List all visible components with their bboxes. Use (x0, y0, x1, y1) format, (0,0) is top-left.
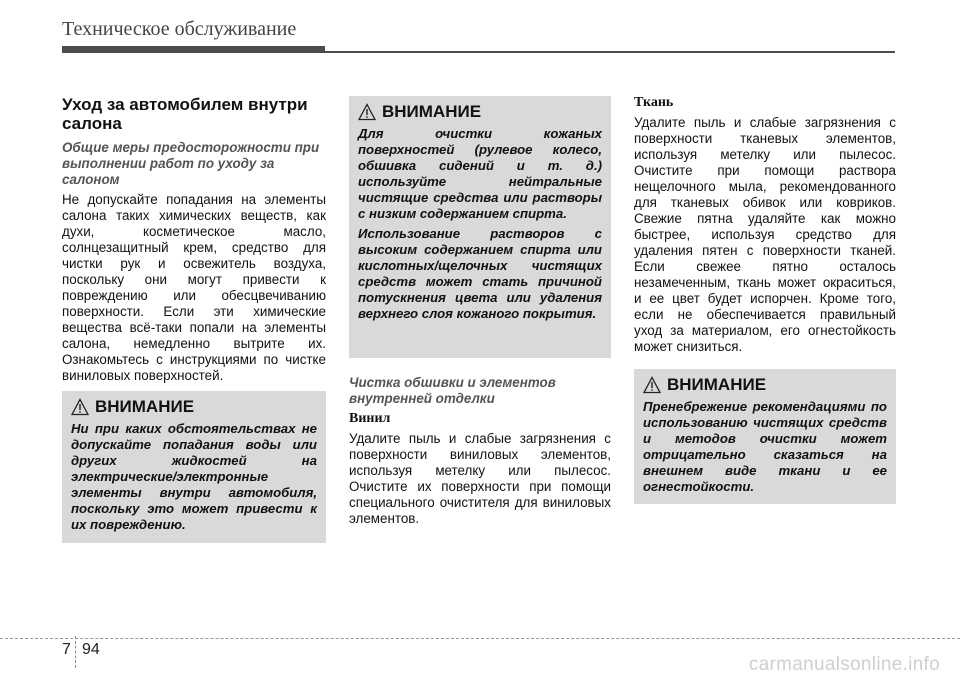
warning-text: Пренебрежение рекомендациями по использованию чистящих средств и методов очистки может отрицательно сказаться на внешнем виде ткани и ее огнестойкости. (643, 399, 887, 494)
warning-title: ВНИМАНИЕ (667, 375, 767, 394)
warning-triangle-icon (358, 103, 376, 121)
warning-triangle-icon (643, 376, 661, 394)
page-number-separator (75, 636, 76, 668)
page-number: 94 (82, 641, 100, 658)
watermark-text: carmanualsonline.info (748, 654, 940, 675)
section-heading: Уход за автомобилем внутри салона (62, 95, 308, 133)
page-header-title: Техническое обслуживание (62, 18, 297, 40)
warning-text-1: Для очистки кожаных поверхностей (рулевое колесо, обшивка сидений и т. д.) используйте нейтральные чистящие средства или растворы с низким содержанием спирта. (358, 126, 602, 221)
section-subheading: Чистка обшивки и элементов внутренней отделки (349, 375, 556, 406)
warning-triangle-icon (71, 398, 89, 416)
warning-text-2: Использование растворов с высоким содержанием спирта или кислотных/щелочных чистящих средств может стать причиной потускнения цвета или удаления верхнего слоя кожаного покрытия. (358, 226, 602, 321)
footer-divider (0, 638, 960, 639)
warning-box-leather (349, 96, 611, 358)
warning-title: ВНИМАНИЕ (95, 397, 195, 416)
column-left (62, 95, 326, 384)
warning-text: Ни при каких обстоятельствах не допускайте попадания воды или других жидкостей на электрические/электронные элементы внутри автомобиля, поскольку это может привести к их повреждению. (71, 421, 317, 532)
warning-box-electrical (62, 391, 326, 543)
chapter-number: 7 (62, 641, 71, 658)
fabric-body-text: Удалите пыль и слабые загрязнения с поверхности тканевых элементов, используя метелку или пылесос. Очистите при помощи раствора нещелочного мыла, рекомендованного для тканевых обивок или ковриков. Свежие пятна удаляйте как можно быстрее, используя средство для удаления пятен с поверхности тканей. Если свежее пятно осталось незамеченным, ткань может окраситься, и ее цвет будет испорчен. Кроме того, если не обеспечивается правильный уход за материалом, его огнестойкость может снизиться. (634, 115, 896, 354)
warning-box-fabric (634, 369, 896, 504)
section-body-text: Не допускайте попадания на элементы салона таких химических веществ, как духи, косметическое масло, солнцезащитный крем, средство для чистки рук и освежитель воздуха, поскольку они могут привести к повреждению или обесцвечиванию поверхности. Если эти химические вещества всё-таки попали на элементы салона, немедленно вытрите их. Ознакомьтесь с инструкциями по чистке виниловых поверхностей. (62, 192, 326, 383)
vinyl-body-text: Удалите пыль и слабые загрязнения с поверхности виниловых элементов, используя метелку или пылесос. Очистите их поверхности при помощи специального очистителя для виниловых элементов. (349, 431, 611, 526)
column-middle (349, 375, 611, 527)
header-rule-thin (325, 51, 895, 53)
header-rule-thick (62, 46, 325, 53)
warning-title: ВНИМАНИЕ (382, 102, 482, 121)
vinyl-heading: Винил (349, 411, 391, 426)
fabric-heading: Ткань (634, 95, 674, 110)
section-subheading: Общие меры предосторожности при выполнении работ по уходу за салоном (62, 140, 320, 187)
column-right (634, 95, 896, 355)
